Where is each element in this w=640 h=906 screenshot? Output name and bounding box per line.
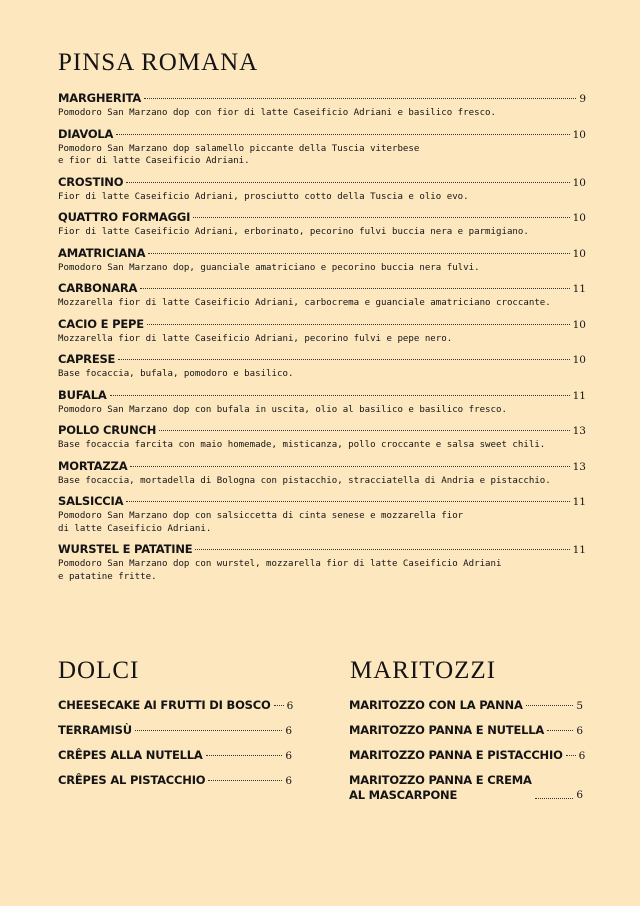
menu-item-maritozzo-mascarpone [349, 773, 583, 803]
item-name: CROSTINO [58, 174, 124, 189]
menu-item-cheesecake [58, 698, 292, 714]
dot-leader [147, 324, 570, 325]
item-description: Pomodoro San Marzano dop, guanciale amatriciano e pecorino buccia nera fulvi. [58, 262, 480, 273]
item-description: Pomodoro San Marzano dop con bufala in uscita, olio al basilico e basilico fresco. [58, 404, 507, 415]
dot-leader [140, 288, 569, 289]
dolci-menu-list [58, 698, 292, 798]
dot-leader [126, 501, 569, 502]
item-name: QUATTRO FORMAGGI [58, 210, 191, 224]
menu-item-salsiccia [58, 494, 586, 535]
item-price: 10 [572, 247, 586, 260]
item-name: CARBONARA [58, 281, 138, 295]
dot-leader [130, 466, 569, 467]
item-name: MARGHERITA [58, 91, 142, 105]
item-description: Pomodoro San Marzano dop salamello piccante della Tuscia viterbese e fior di latte Caseificio Adriani. [58, 143, 420, 166]
section-title-pinsa-romana: PINSA ROMANA [58, 49, 259, 76]
menu-item-cacio-e-pepe [58, 317, 586, 346]
item-price: 10 [572, 128, 586, 141]
menu-item-maritozzo-pistacchio [349, 748, 586, 764]
item-price: 10 [572, 354, 586, 366]
menu-item-amatriciana [58, 246, 586, 275]
section-title-maritozzi: MARITOZZI [350, 657, 497, 684]
menu-item-maritozzo-panna [349, 698, 583, 714]
menu-item-crostino [58, 175, 586, 204]
menu-item-pollo-crunch [58, 423, 586, 452]
item-price: 6 [578, 750, 586, 762]
maritozzi-menu-list [349, 698, 586, 812]
item-description: Base focaccia farcita con maio homemade, misticanza, pollo croccante e salsa sweet chili. [58, 440, 546, 450]
item-name: MARITOZZO PANNA E NUTELLA [349, 723, 545, 737]
item-name: MORTAZZA [58, 458, 128, 473]
dot-leader [535, 798, 574, 799]
menu-item-terramisu [58, 723, 292, 739]
dot-leader [566, 755, 576, 756]
dot-leader [118, 359, 569, 360]
item-price: 6 [576, 725, 583, 737]
item-price: 6 [285, 725, 292, 737]
menu-item-crepes-pistacchio [58, 773, 292, 789]
dot-leader [116, 134, 569, 135]
dot-leader [547, 730, 573, 731]
dot-leader [135, 730, 282, 731]
item-price: 13 [572, 425, 586, 437]
menu-item-mortazza [58, 459, 586, 488]
item-description: Mozzarella fior di latte Caseificio Adriani, pecorino fulvi e pepe nero. [58, 333, 453, 344]
pinsa-menu-list [58, 91, 586, 590]
item-price: 11 [572, 496, 586, 508]
item-description: Base focaccia, mortadella di Bologna con pistacchio, stracciatella di Andria e pistacchio. [58, 475, 551, 486]
item-description: Pomodoro San Marzano dop con wurstel, mozzarella fior di latte Caseificio Adriani e patatine fritte. [58, 559, 502, 582]
item-name: AMATRICIANA [58, 245, 146, 260]
dot-leader [526, 705, 574, 706]
item-price: 6 [285, 775, 292, 787]
item-name: MARITOZZO PANNA E CREMA AL MASCARPONE [349, 773, 532, 802]
item-name: CHEESECAKE AI FRUTTI DI BOSCO [58, 698, 271, 712]
item-price: 11 [572, 283, 586, 295]
item-price: 6 [285, 750, 292, 762]
dot-leader [208, 780, 282, 781]
item-name: BUFALA [58, 387, 107, 402]
item-name: MARITOZZO CON LA PANNA [349, 698, 523, 712]
item-name: CRÊPES AL PISTACCHIO [58, 773, 206, 787]
menu-item-carbonara [58, 281, 586, 310]
item-name: CACIO E PEPE [58, 316, 144, 331]
dot-leader [206, 755, 283, 756]
item-price: 9 [579, 93, 586, 105]
menu-item-caprese [58, 352, 586, 381]
section-title-dolci: DOLCI [58, 657, 140, 684]
dot-leader [144, 98, 576, 99]
item-description: Base focaccia, bufala, pomodoro e basilico. [58, 369, 294, 379]
item-price: 11 [572, 389, 586, 402]
item-name: DIAVOLA [58, 126, 114, 141]
item-name: CRÊPES ALLA NUTELLA [58, 748, 203, 762]
menu-item-diavola [58, 127, 586, 168]
item-name: POLLO CRUNCH [58, 423, 157, 437]
menu-item-quattro-formaggi [58, 210, 586, 239]
menu-item-margherita [58, 91, 586, 120]
item-description: Pomodoro San Marzano dop con fior di latte Caseificio Adriani e basilico fresco. [58, 108, 496, 118]
item-price: 6 [576, 789, 583, 801]
dot-leader [110, 395, 570, 396]
menu-item-wurstel-e-patatine [58, 542, 586, 583]
menu-item-crepes-nutella [58, 748, 292, 764]
item-price: 10 [572, 318, 586, 331]
item-price: 11 [572, 544, 586, 556]
item-price: 6 [286, 700, 294, 712]
item-description: Fior di latte Caseificio Adriani, erborinato, pecorino fulvi buccia nera e parmigiano. [58, 227, 529, 237]
item-name: CAPRESE [58, 352, 116, 366]
item-name: WURSTEL E PATATINE [58, 542, 193, 556]
item-name: SALSICCIA [58, 494, 124, 508]
item-description: Mozzarella fior di latte Caseificio Adriani, carbocrema e guanciale amatriciano croccante. [58, 298, 551, 308]
menu-item-bufala [58, 388, 586, 417]
item-description: Fior di latte Caseificio Adriani, prosciutto cotto della Tuscia e olio evo. [58, 191, 469, 202]
dot-leader [148, 253, 569, 254]
item-description: Pomodoro San Marzano dop con salsiccetta di cinta senese e mozzarella fior di latte Caseificio Adriani. [58, 511, 464, 534]
item-price: 10 [572, 176, 586, 189]
menu-item-maritozzo-nutella [349, 723, 583, 739]
item-price: 13 [572, 460, 586, 473]
item-name: TERRAMISÙ [58, 723, 132, 737]
item-name: MARITOZZO PANNA E PISTACCHIO [349, 748, 563, 762]
dot-leader [159, 430, 569, 431]
dot-leader [195, 549, 569, 550]
item-price: 5 [576, 700, 583, 712]
dot-leader [126, 182, 569, 183]
dot-leader [274, 705, 284, 706]
item-price: 10 [572, 212, 586, 224]
dot-leader [193, 217, 569, 218]
